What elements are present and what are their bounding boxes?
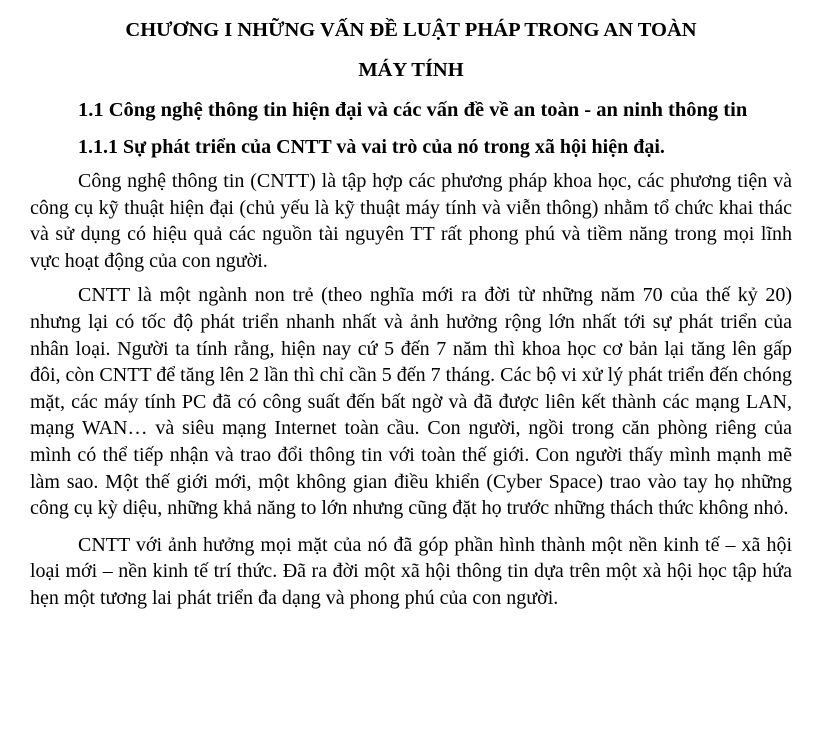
paragraph-knowledge-economy: CNTT với ảnh hưởng mọi mặt của nó đã góp phần hình thành một nền kinh tế – xã hội loại mới – nền kinh tế trí thức. Đã ra đời một xã hội thông tin dựa trên một xà hội học tập hứa hẹn một tương lai phát triển đa dạng và phong phú của con người. <box>30 533 792 609</box>
chapter-title-line-2: MÁY TÍNH <box>358 59 464 81</box>
chapter-title-line-1: CHƯƠNG I NHỮNG VẤN ĐỀ LUẬT PHÁP TRONG AN TOÀN <box>125 19 697 41</box>
section-title <box>30 97 792 123</box>
paragraph-cntt-development: CNTT là một ngành non trẻ (theo nghĩa mới ra đời từ những năm 70 của thế kỷ 20) nhưng lại có tốc độ phát triển nhanh nhất và ảnh hưởng rộng lớn nhất tới sự phát triển của nhân loại. Người ta tính rằng, hiện nay cứ 5 đến 7 năm thì khoa học cơ bản lại tăng lên gấp đôi, còn CNTT để tăng lên 2 lần thì chỉ cần 5 đến 7 tháng. Các bộ vi xử lý phát triển đến chóng mặt, các máy tính PC đã có công suất đến bất ngờ và đã được liên kết thành các mạng LAN, mạng WAN… và siêu mạng Internet toàn cầu. Con người, ngồi trong căn phòng riêng của mình có thể tiếp nhận và trao đổi thông tin với toàn thế giới. Con người thấy mình mạnh mẽ làm sao. Một thế giới mới, một không gian điều khiển (Cyber Space) trao vào tay họ những công cụ kỳ diệu, những khả năng to lớn nhưng cũng đặt họ trước những thách thức không nhỏ. <box>30 284 792 520</box>
subsection-title: 1.1.1 Sự phát triển của CNTT và vai trò của nó trong xã hội hiện đại. <box>78 136 665 158</box>
paragraph-cntt-definition: Công nghệ thông tin (CNTT) là tập hợp các phương pháp khoa học, các phương tiện và công cụ kỹ thuật hiện đại (chủ yếu là kỹ thuật máy tính và viễn thông) nhằm tổ chức khai thác và sử dụng có hiệu quả các nguồn tài nguyên TT rất phong phú và tiềm năng trong mọi lĩnh vực hoạt động của con người. <box>30 170 792 272</box>
chapter-title <box>30 0 792 90</box>
section-title-text: 1.1 Công nghệ thông tin hiện đại và các vấn đề về an toàn - an ninh thông tin <box>78 99 748 121</box>
